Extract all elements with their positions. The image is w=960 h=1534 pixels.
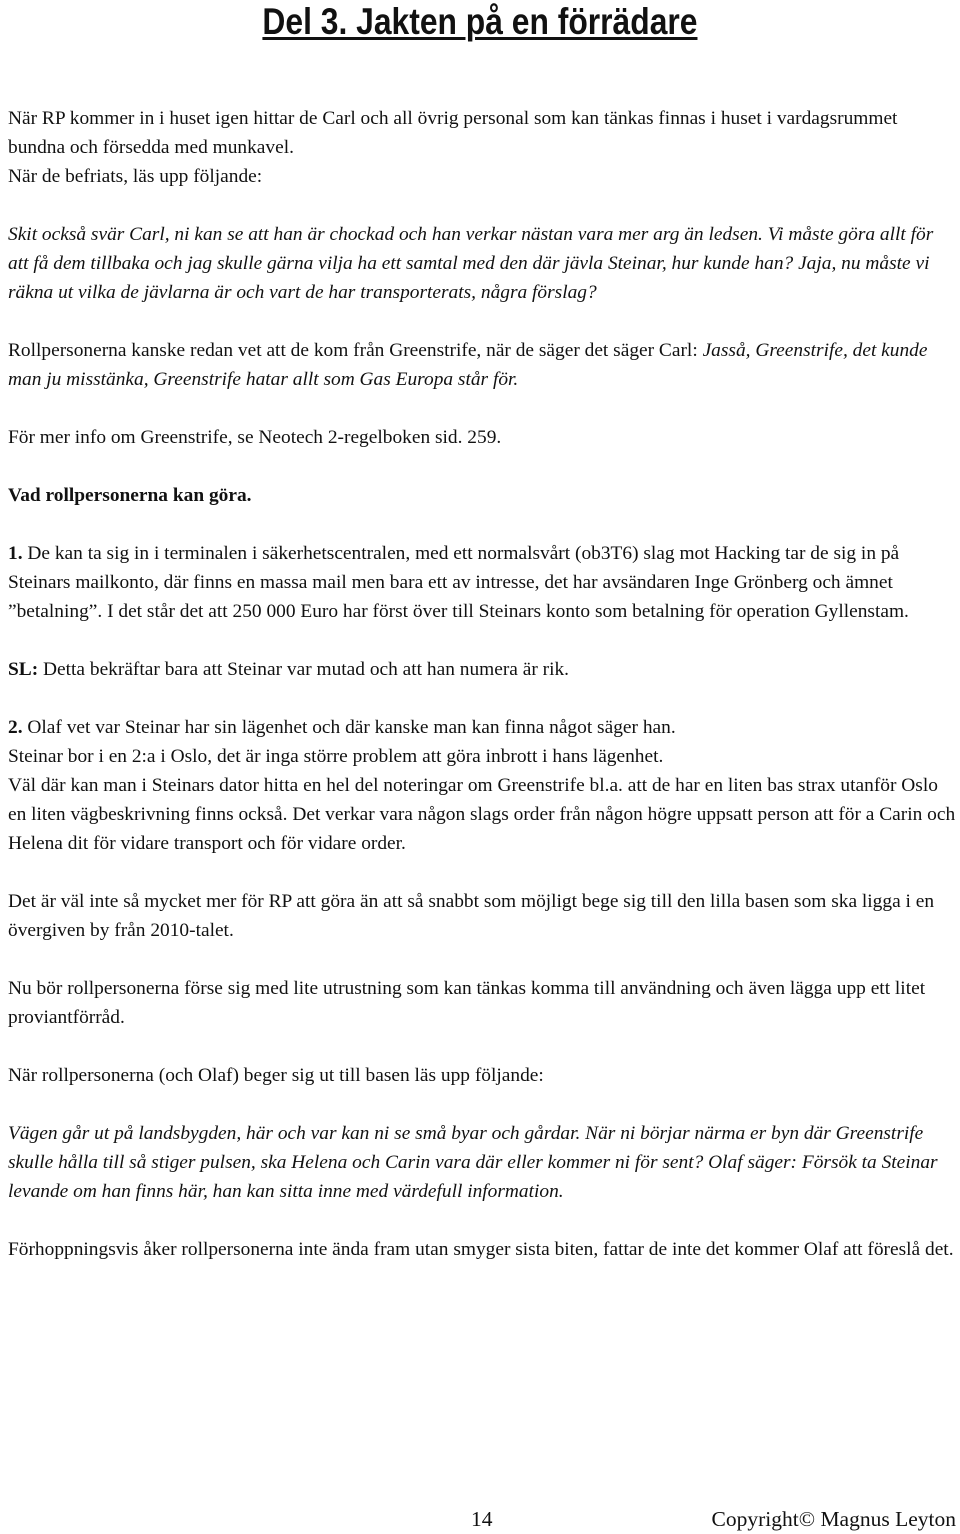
spacer xyxy=(8,945,956,974)
spacer xyxy=(8,510,956,539)
spacer xyxy=(8,1090,956,1119)
option-1-number: 1. xyxy=(8,543,23,564)
spacer xyxy=(8,626,956,655)
spacer xyxy=(8,307,956,336)
option-1-paragraph xyxy=(8,539,956,626)
page-number: 14 xyxy=(471,1507,493,1531)
spacer xyxy=(8,684,956,713)
option-2-line-2: Steinar bor i en 2:a i Oslo, det är inga större problem att göra inbrott i hans lägenhet. xyxy=(8,746,664,767)
closing-paragraph: Förhoppningsvis åker rollpersonerna inte ända fram utan smyger sista biten, fattar de inte det kommer Olaf att föreslå det. xyxy=(8,1239,954,1260)
carl-response-quote: Jasså, Greenstrife, det kunde man ju misstänka, Greenstrife hatar allt som Gas Europa står för. xyxy=(8,340,928,390)
sl-text: Detta bekräftar bara att Steinar var mutad och att han numera är rik. xyxy=(38,659,570,680)
equipment-paragraph: Nu bör rollpersonerna förse sig med lite utrustning som kan tänkas komma till användning och även lägga upp ett litet proviantförråd. xyxy=(8,978,926,1028)
section-heading: Vad rollpersonerna kan göra. xyxy=(8,485,252,506)
read-aloud-quote-1: Skit också svär Carl, ni kan se att han är chockad och han verkar nästan vara mer arg än ledsen. Vi måste göra allt för att få dem tillbaka och jag skulle gärna vilja ha ett samtal med den där jävla Steinar, hur kunde han? Jaja, nu måste vi räkna ut vilka de jävlarna är och vart de har transporterats, några förslag? xyxy=(8,224,934,303)
spacer xyxy=(8,858,956,887)
read-aloud-intro: När rollpersonerna (och Olaf) beger sig ut till basen läs upp följande: xyxy=(8,1065,544,1086)
spacer xyxy=(8,1032,956,1061)
page-title: Del 3. Jakten på en förrädare xyxy=(262,1,698,42)
spacer xyxy=(8,394,956,423)
carl-response-text: Rollpersonerna kanske redan vet att de kom från Greenstrife, när de säger det säger Carl: xyxy=(8,340,703,361)
travel-paragraph: Det är väl inte så mycket mer för RP att göra än att så snabbt som möjligt bege sig till den lilla basen som ska ligga i en övergiven by från 2010-talet. xyxy=(8,891,935,941)
title-container xyxy=(0,0,960,44)
spacer xyxy=(8,1206,956,1235)
copyright-notice: Copyright© Magnus Leyton xyxy=(711,1507,956,1531)
spacer xyxy=(8,452,956,481)
spacer xyxy=(8,191,956,220)
carl-response-paragraph xyxy=(8,336,956,394)
sl-label: SL: xyxy=(8,659,39,680)
option-2-text-1: Olaf vet var Steinar har sin lägenhet och där kanske man kan finna något säger han. xyxy=(22,717,676,738)
sl-note xyxy=(8,655,956,684)
intro-paragraph-2: När de befriats, läs upp följande: xyxy=(8,166,263,187)
option-2-line-1 xyxy=(8,713,956,742)
document-body xyxy=(8,104,956,1264)
info-reference: För mer info om Greenstrife, se Neotech 2-regelboken sid. 259. xyxy=(8,427,502,448)
option-2-number: 2. xyxy=(8,717,23,738)
option-2-line-3: Väl där kan man i Steinars dator hitta en hel del noteringar om Greenstrife bl.a. att de har en liten bas strax utanför Oslo en liten vägbeskrivning finns också. Det verkar vara någon slags order från någon högre uppsatt person att för a Carin och Helena dit för vidare transport och för vidare order. xyxy=(8,775,956,854)
option-1-text: De kan ta sig in i terminalen i säkerhetscentralen, med ett normalsvårt (ob3T6) slag mot Hacking tar de sig in på Steinars mailkonto, där finns en massa mail men bara ett av intresse, det har avsändaren Inge Grönberg och ämnet ”betalning”. I det står det att 250 000 Euro har först över till Steinars konto som betalning för operation Gyllenstam. xyxy=(8,543,909,622)
intro-paragraph-1: När RP kommer in i huset igen hittar de Carl och all övrig personal som kan tänkas finnas i huset i vardagsrummet bundna och försedda med munkavel. xyxy=(8,108,898,158)
read-aloud-quote-2: Vägen går ut på landsbygden, här och var kan ni se små byar och gårdar. När ni börjar närma er byn där Greenstrife skulle hålla till så stiger pulsen, ska Helena och Carin vara där eller kommer ni för sent? Olaf säger: Försök ta Steinar levande om han finns här, han kan sitta inne med värdefull information. xyxy=(8,1123,938,1202)
